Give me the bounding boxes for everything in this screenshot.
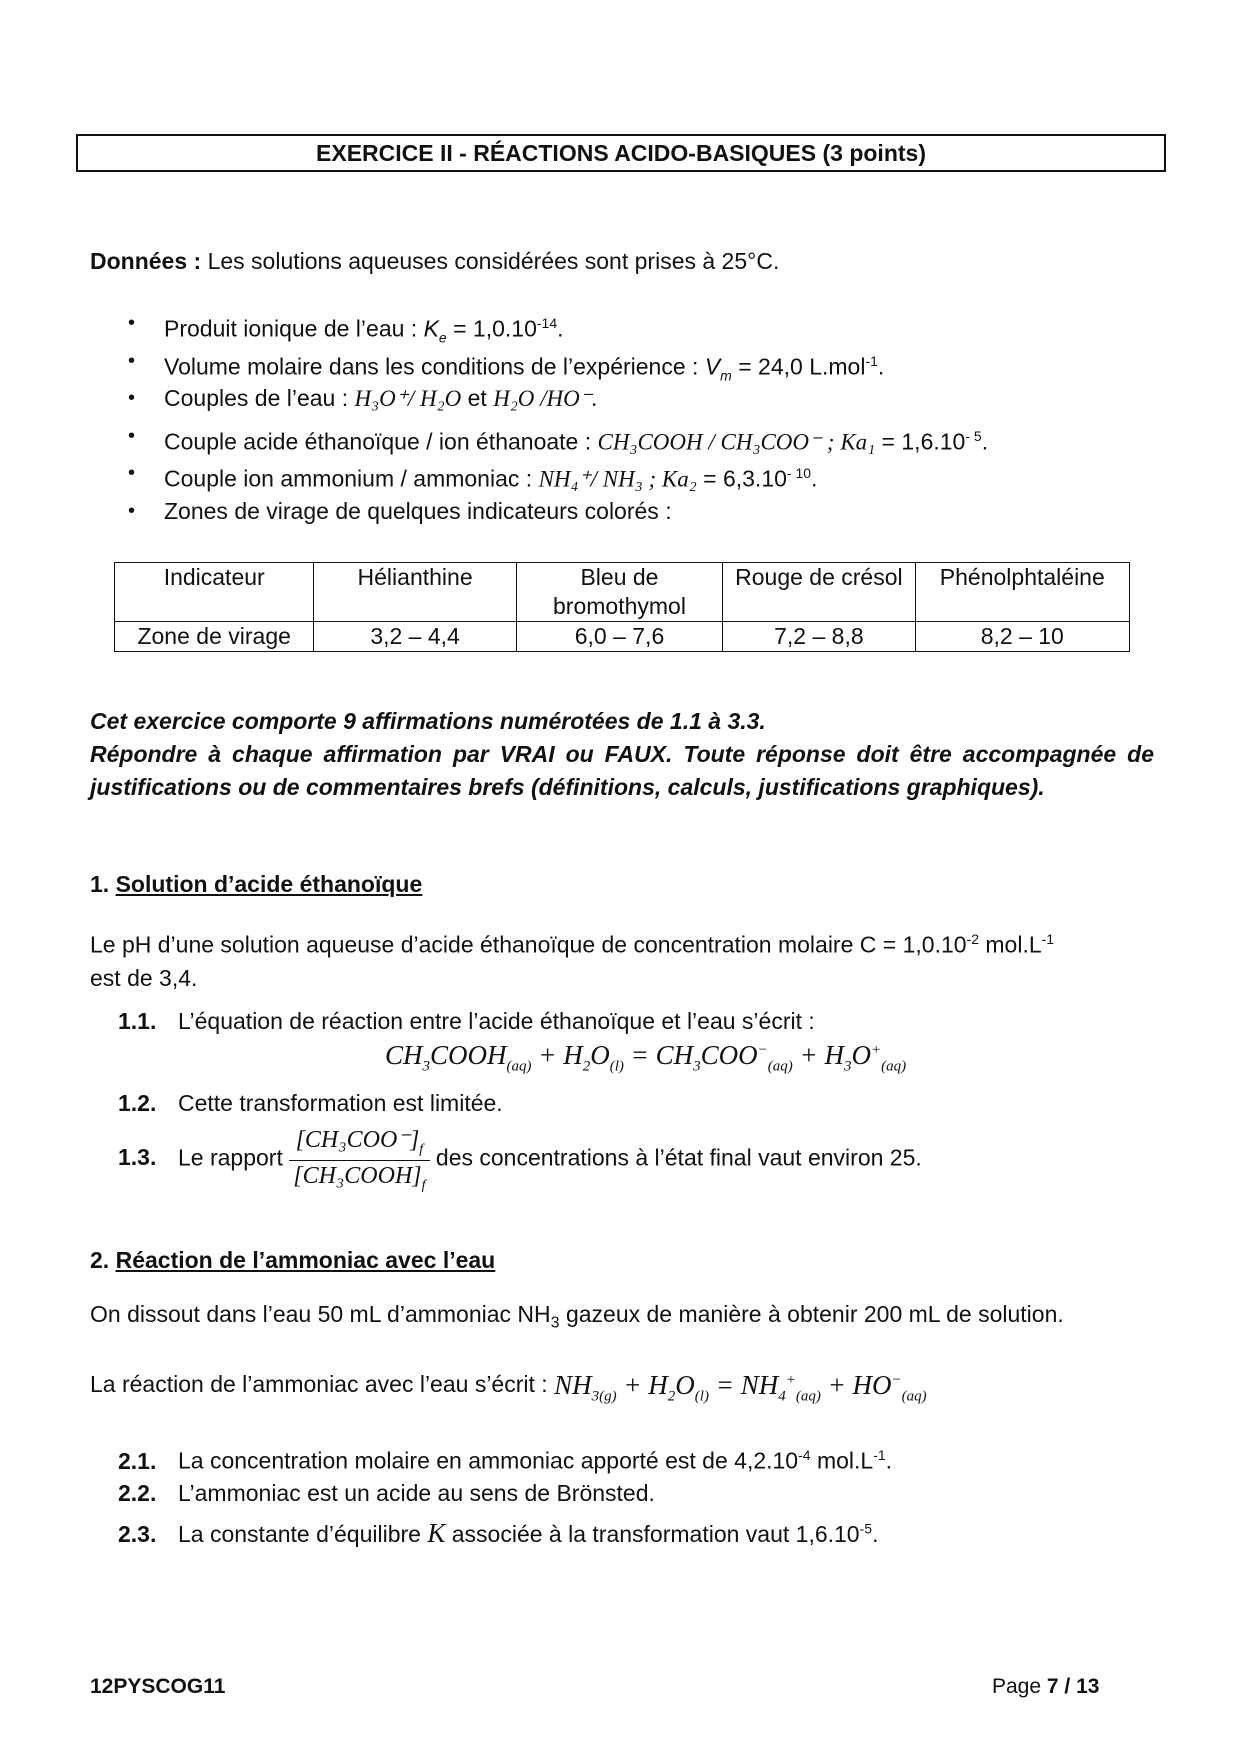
table-header-cell: Hélianthine [314, 563, 516, 622]
affirmation-2-3: 2.3. La constante d’équilibre K associée à la transformation vaut $1,6.10^{-5}$. [118, 1518, 879, 1548]
exercise-title: EXERCICE II - RÉACTIONS ACIDO-BASIQUES (3 points) [76, 134, 1166, 172]
donnees-text: Les solutions aqueuses considérées sont prises à 25°C. [201, 248, 780, 274]
document-code: 12PYSCOG11 [90, 1675, 226, 1698]
section1-intro: Le pH d’une solution aqueuse d’acide éthanoïque de concentration molaire $C = 1,0.10^{-2}$ $mol.L^{-1}$ est de 3,4. [90, 931, 1055, 991]
instructions-line1: Cet exercice comporte 9 affirmations numérotées de 1.1 à 3.3. [90, 708, 766, 734]
page-number: Page 7 / 13 [992, 1675, 1100, 1698]
bullet-dot: • [128, 387, 136, 409]
donnees-label: Données : [90, 248, 202, 274]
affirmation-1-2: 1.2. Cette transformation est limitée. [118, 1090, 503, 1116]
table-header-cell: Phénolphtaléine [915, 563, 1129, 622]
bullet-indicators: • Zones de virage de quelques indicateurs colorés : [122, 493, 988, 531]
bullet-water-couples: • Couples de l’eau : H₃O⁺/ H₂O et H₂O /HO⁻. [122, 380, 988, 418]
data-bullet-list [122, 305, 988, 530]
bullet-dot: • [128, 499, 136, 522]
table-header-cell: Indicateur [115, 563, 314, 622]
equation-ammonia: $NH_{3(g)} + H_2O_{(l)} = NH_4^+_{(aq)} + HO^-_{(aq)}$ [554, 1370, 927, 1405]
equation-acetic-acid: $CH_3COOH_{(aq)} + H_2O_{(l)} = CH_3COO^-_{(aq)} + H_3O^+_{(aq)}$ [385, 1040, 907, 1075]
table-header-row [115, 563, 1130, 622]
indicator-table [114, 562, 1130, 652]
bullet-dot: • [128, 312, 136, 334]
table-row [115, 622, 1130, 652]
bullet-vm: • Volume molaire dans les conditions de l’expérience : $V_m = 24,0$ L.mol$^{-1}$. [122, 343, 988, 381]
bullet-dot: • [128, 462, 136, 484]
bullet-dot: • [128, 349, 136, 372]
affirmation-2-1: 2.1. La concentration molaire en ammoniac apporté est de $4,2.10^{-4}$ $mol.L^{-1}$. [118, 1447, 893, 1474]
table-cell: 7,2 – 8,8 [723, 622, 915, 652]
table-header-cell: Bleu de bromothymol [516, 563, 722, 622]
section2-intro: On dissout dans l’eau 50 mL d’ammoniac $NH_3$ gazeux de manière à obtenir 200 mL de solution. [90, 1301, 1064, 1332]
concentration-ratio: $\frac{[CH_3COO^-]_f}{[CH_3COOH]_f}$ [289, 1125, 429, 1194]
bullet-ammonium-couple: • Couple ion ammonium / ammoniac : NH₄⁺/ NH₃ ; $Ka_2 = 6,3.10^{- 10}$. [122, 455, 988, 493]
table-cell: 3,2 – 4,4 [314, 622, 516, 652]
bullet-ke: • Produit ionique de l’eau : $K_e = 1,0.10^{-14}$. [122, 305, 988, 343]
bullet-dot: • [128, 424, 136, 447]
bullet-acetic-couple: • Couple acide éthanoïque / ion éthanoate : CH₃COOH / CH₃COO⁻ ; $Ka_1 = 1,6.10^{- 5}$. [122, 418, 988, 456]
section1-title: 1. Solution d’acide éthanoïque [90, 871, 423, 897]
donnees-line [90, 248, 779, 275]
table-row-label: Zone de virage [115, 622, 314, 652]
affirmation-1-1: 1.1. L’équation de réaction entre l’acide éthanoïque et l’eau s’écrit : [118, 1008, 815, 1034]
affirmation-2-2: 2.2. L’ammoniac est un acide au sens de Brönsted. [118, 1480, 655, 1506]
affirmation-1-3: 1.3. Le rapport $\frac{[CH_3COO^-]_f}{[CH_3COOH]_f}$ des concentrations à l’état final vaut environ 25. [118, 1127, 922, 1193]
table-cell: 6,0 – 7,6 [516, 622, 722, 652]
section2-title: 2. Réaction de l’ammoniac avec l’eau [90, 1247, 496, 1273]
table-cell: 8,2 – 10 [915, 622, 1129, 652]
instructions [90, 705, 1154, 804]
instructions-line2: Répondre à chaque affirmation par VRAI ou FAUX. Toute réponse doit être accompagnée de justifications ou de commentaires brefs (définitions, calculs, justifications graphiques). [90, 741, 1154, 800]
table-header-cell: Rouge de crésol [723, 563, 915, 622]
section2-reaction: La réaction de l’ammoniac avec l’eau s’écrit : $NH_{3(g)} + H_2O_{(l)} = NH_4^+_{(aq)} + HO^-_{(aq)}$ [90, 1370, 927, 1405]
